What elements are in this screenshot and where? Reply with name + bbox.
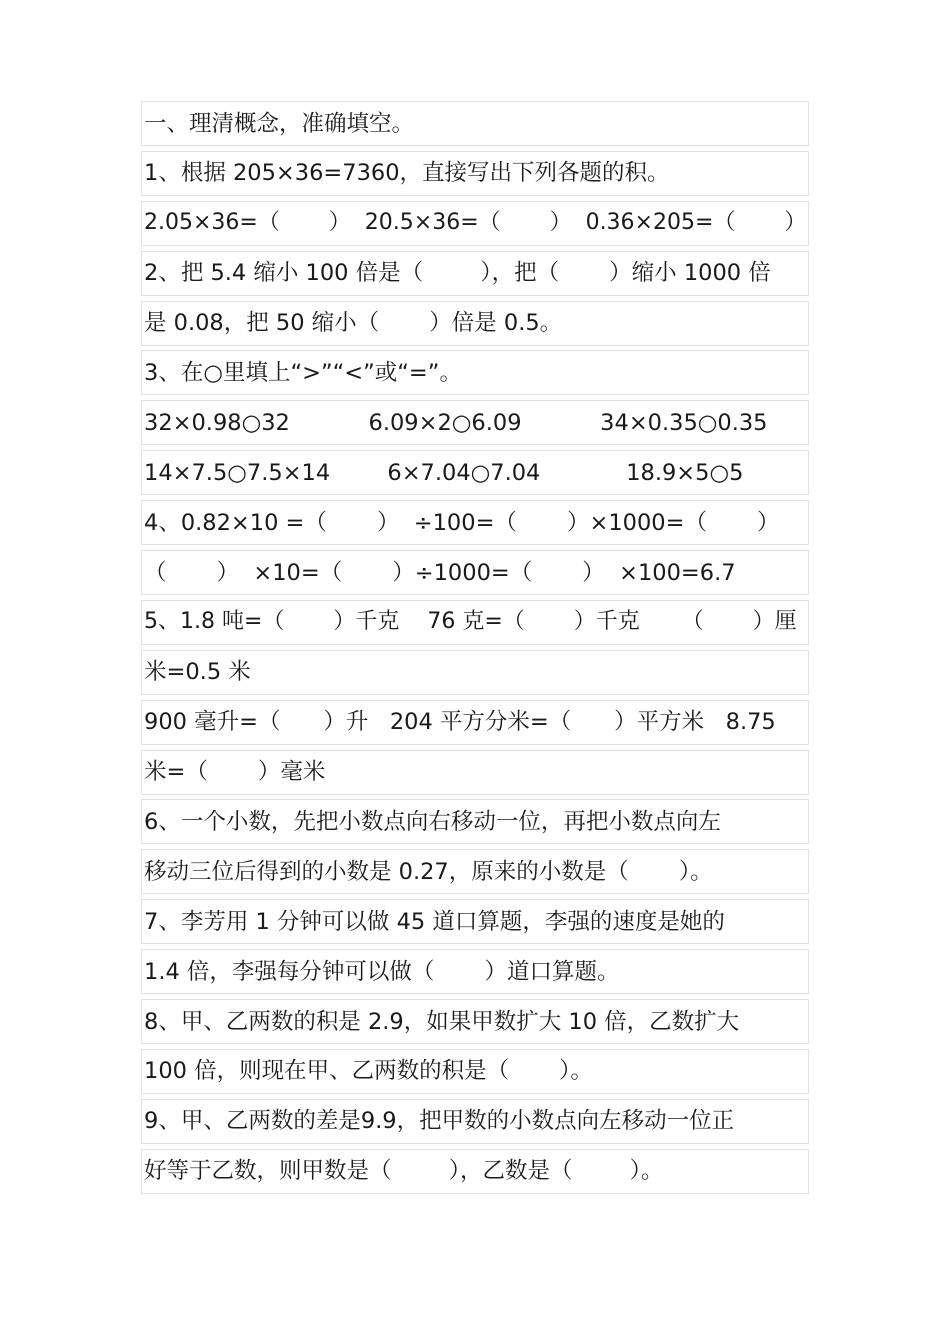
line-text: 6、一个小数，先把小数点向右移动一位，再把小数点向左 <box>144 808 721 835</box>
question-line <box>141 400 809 445</box>
line-text: 好等于乙数，则甲数是（ ），乙数是（ ）。 <box>144 1157 664 1184</box>
line-text: 5、1.8 吨=（ ）千克 76 克=（ ）千克 （ ）厘 <box>144 609 797 635</box>
line-text: 8、甲、乙两数的积是 2.9，如果甲数扩大 10 倍，乙数扩大 <box>144 1008 740 1035</box>
line-text: 是 0.08，把 50 缩小（ ）倍是 0.5。 <box>144 309 563 336</box>
question-line <box>141 799 809 844</box>
line-text: 3、在○里填上“>”“<”或“=”。 <box>144 359 462 386</box>
line-text: 2.05×36=（ ） 20.5×36=（ ） 0.36×205=（ ） <box>144 210 807 236</box>
section-heading <box>141 101 809 146</box>
question-line <box>141 201 809 246</box>
line-text: 2、把 5.4 缩小 100 倍是（ ），把（ ）缩小 1000 倍 <box>144 259 771 286</box>
line-text: 一、理清概念，准确填空。 <box>144 110 415 137</box>
question-line <box>141 899 809 944</box>
question-line <box>141 700 809 745</box>
line-text: 9、甲、乙两数的差是9.9，把甲数的小数点向左移动一位正 <box>144 1108 735 1135</box>
line-text: 32×0.98○32 6.09×2○6.09 34×0.35○0.35 <box>144 409 768 436</box>
question-line <box>141 301 809 346</box>
question-line <box>141 750 809 795</box>
line-text: （ ） ×10=（ ）÷1000=（ ） ×100=6.7 <box>144 559 736 586</box>
question-line <box>141 849 809 894</box>
question-line <box>141 949 809 994</box>
question-line <box>141 151 809 196</box>
worksheet <box>141 101 809 1199</box>
line-text: 7、李芳用 1 分钟可以做 45 道口算题，李强的速度是她的 <box>144 908 725 935</box>
question-line <box>141 251 809 296</box>
question-line <box>141 450 809 495</box>
question-line <box>141 600 809 645</box>
question-line <box>141 1149 809 1194</box>
line-text: 900 毫升=（ ）升 204 平方分米=（ ）平方米 8.75 <box>144 708 776 735</box>
question-line <box>141 550 809 595</box>
line-text: 米=0.5 米 <box>144 659 251 686</box>
line-text: 1、根据 205×36=7360，直接写出下列各题的积。 <box>144 160 670 187</box>
line-text: 100 倍，则现在甲、乙两数的积是（ ）。 <box>144 1058 593 1085</box>
question-line <box>141 500 809 545</box>
question-line <box>141 1099 809 1144</box>
line-text: 14×7.5○7.5×14 6×7.04○7.04 18.9×5○5 <box>144 459 744 486</box>
question-line <box>141 999 809 1044</box>
question-line <box>141 650 809 695</box>
line-text: 米=（ ）毫米 <box>144 758 326 785</box>
line-text: 4、0.82×10 =（ ） ÷100=（ ）×1000=（ ） <box>144 509 780 536</box>
line-text: 1.4 倍，李强每分钟可以做（ ）道口算题。 <box>144 958 620 985</box>
question-line <box>141 1049 809 1094</box>
question-line <box>141 350 809 395</box>
line-text: 移动三位后得到的小数是 0.27，原来的小数是（ ）。 <box>144 858 713 885</box>
